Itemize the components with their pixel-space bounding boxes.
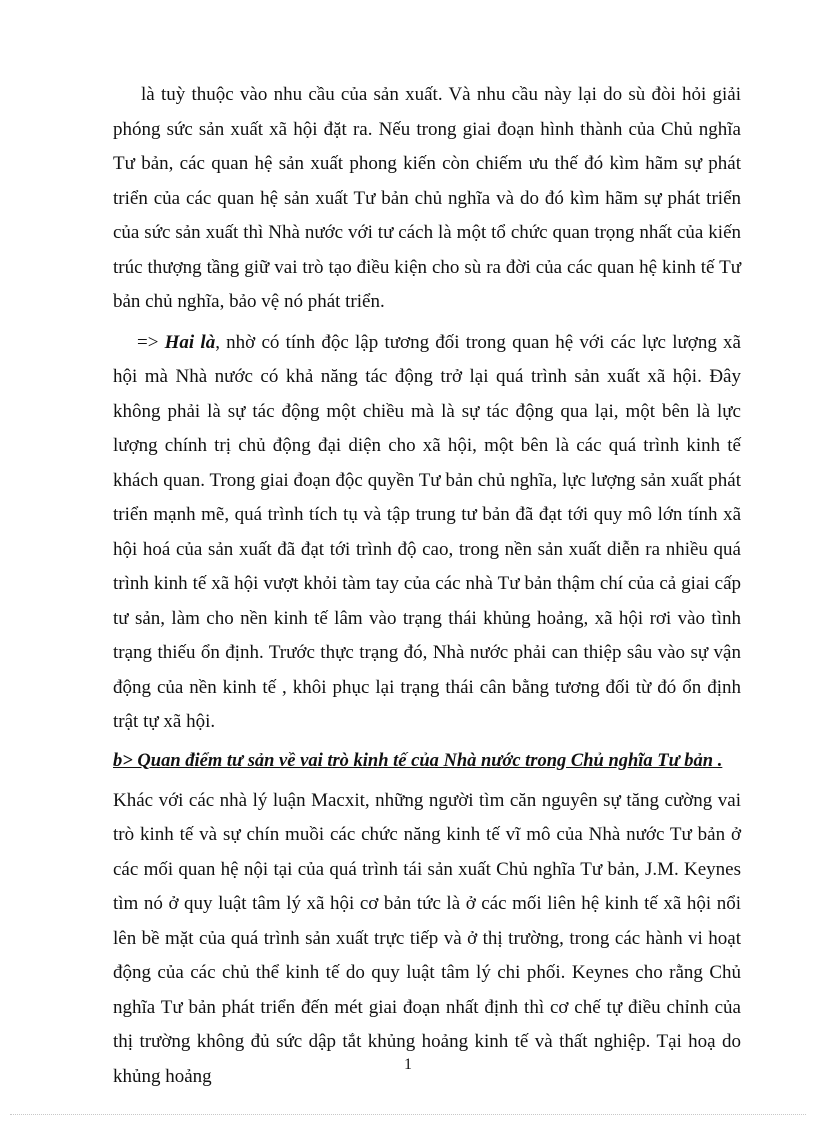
paragraph-2-text: , nhờ có tính độc lập tương đối trong quan hệ với các lực lượng xã hội mà Nhà nước có khả năng tác động trở lại quá trình sản xuất xã hội. Đây không phải là sự tác động một chiều mà là sự tác động qua lại, một bên là lực lượng chính trị chủ động đại diện cho xã hội, một bên là các quá trình kinh tế khách quan. Trong giai đoạn độc quyền Tư bản chủ nghĩa, lực lượng sản xuất phát triển mạnh mẽ, quá trình tích tụ và tập trung tư bản đã đạt tới quy mô lớn tính xã hội hoá của sản xuất đã đạt tới trình độ cao, trong nền sản xuất diễn ra nhiều quá trình kinh tế xã hội vượt khỏi tàm tay của các nhà Tư bản thậm chí của cả giai cấp tư sản, làm cho nền kinh tế lâm vào trạng thái khủng hoảng, xã hội rơi vào tình trạng thiếu ổn định. Trước thực trạng đó, Nhà nước phải can thiệp sâu vào sự vận động của nền kinh tế , khôi phục lại trạng thái cân bằng tương đối từ đó ổn định trật tự xã hội. bbox=[113, 331, 741, 732]
body-paragraph-3: Khác với các nhà lý luận Macxit, những người tìm căn nguyên sự tăng cường vai trò kinh tế và sự chín muồi các chức năng kinh tế vĩ mô của Nhà nước Tư bản ở các mối quan hệ nội tại của quá trình tái sản xuất Chủ nghĩa Tư bản, J.M. Keynes tìm nó ở quy luật tâm lý xã hội cơ bản tức là ở các mối liên hệ kinh tế xã hội nổi lên bề mặt của quá trình sản xuất trực tiếp và ở thị trường, trong các hành vi hoạt động của các chủ thể kinh tế do quy luật tâm lý chi phối. Keynes cho rằng Chủ nghĩa Tư bản phát triển đến mét giai đoạn nhất định thì cơ chế tự điều chỉnh của thị trường không đủ sức dập tắt khủng hoảng kinh tế và thất nghiệp. Tại hoạ do khủng hoảng bbox=[113, 789, 741, 1087]
body-paragraph-1: là tuỳ thuộc vào nhu cầu của sản xuất. Và nhu cầu này lại do sù đòi hỏi giải phóng sức sản xuất xã hội đặt ra. Nếu trong giai đoạn hình thành của Chủ nghĩa Tư bản, các quan hệ sản xuất phong kiến còn chiếm ưu thế đó kìm hãm sự phát triển của các quan hệ sản xuất Tư bản chủ nghĩa và do đó kìm hãm sự phát triển của sức sản xuất thì Nhà nước với tư cách là một tổ chức quan trọng nhất của kiến trúc thượng tầng giữ vai trò tạo điều kiện cho sù ra đời của các quan hệ kinh tế Tư bản chủ nghĩa, bảo vệ nó phát triển. bbox=[113, 84, 741, 312]
arrow-prefix: => bbox=[137, 331, 165, 353]
page-number: 1 bbox=[404, 1056, 412, 1073]
body-paragraph-2 bbox=[113, 326, 741, 740]
section-heading: b> Quan điểm tư sản về vai trò kinh tế của Nhà nước trong Chủ nghĩa Tư bản . bbox=[113, 750, 723, 771]
page-content bbox=[113, 78, 741, 1094]
footer-divider bbox=[10, 1114, 806, 1115]
emphasis-hai-la: Hai là bbox=[164, 331, 216, 353]
